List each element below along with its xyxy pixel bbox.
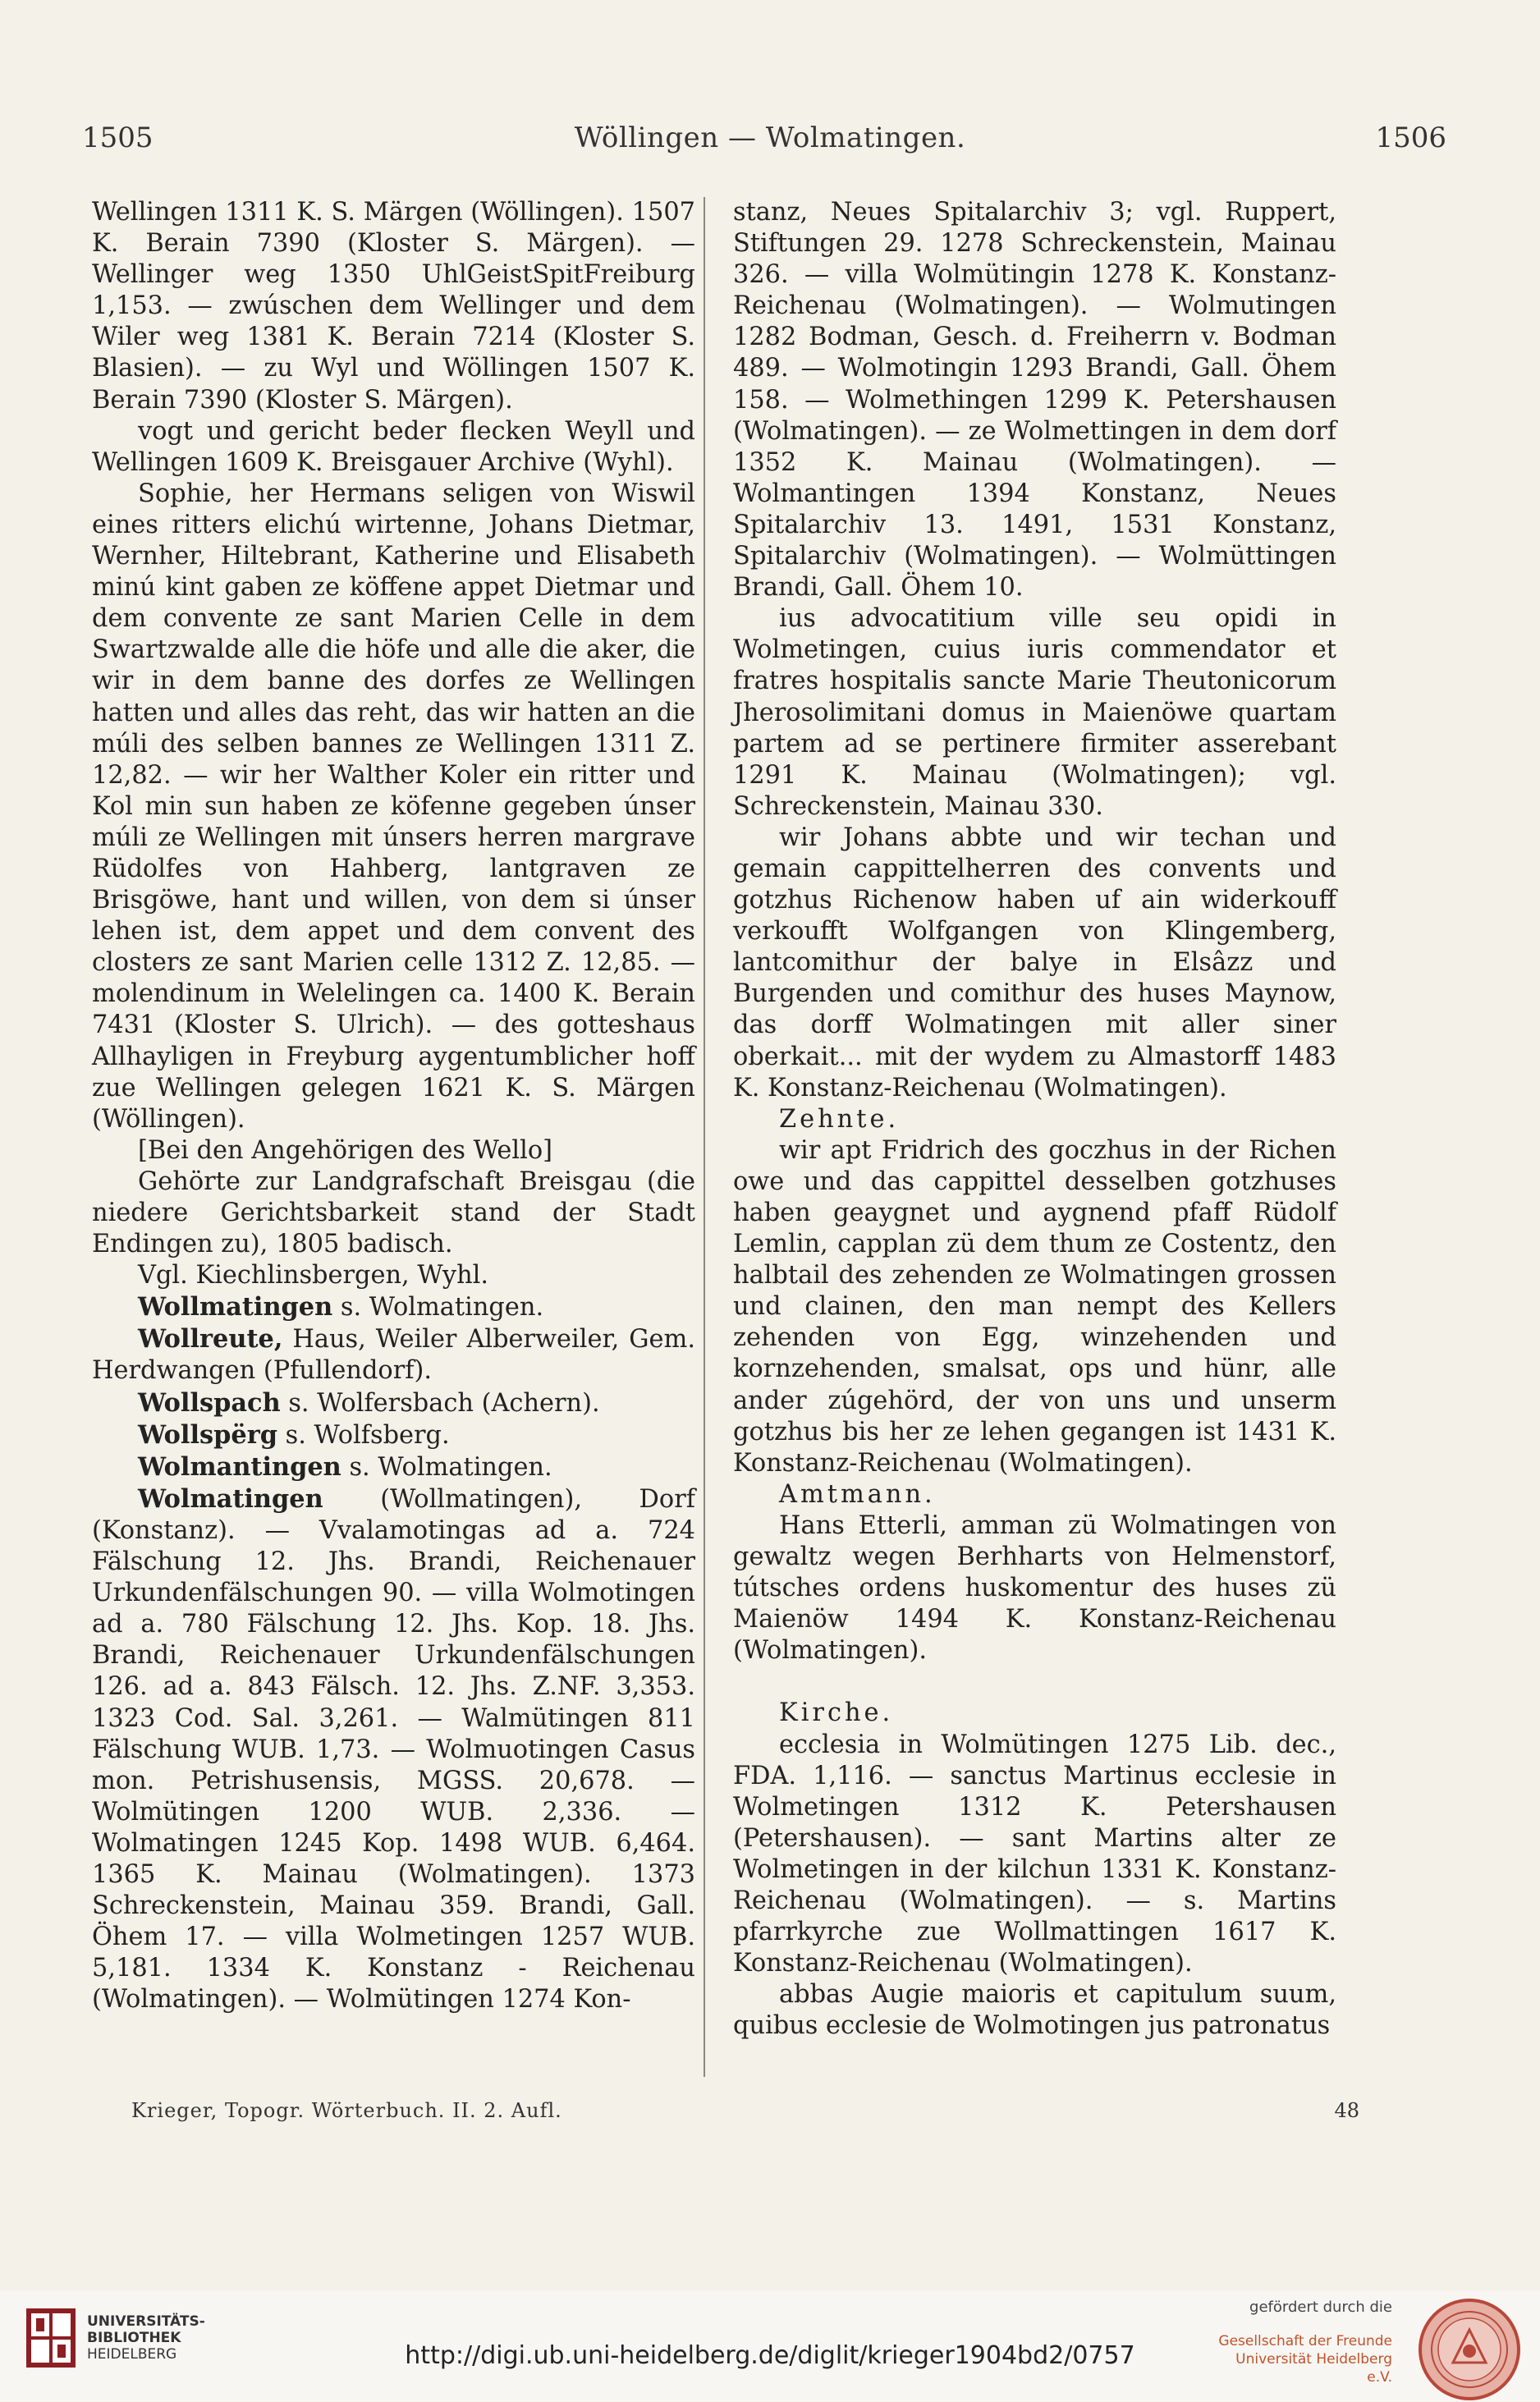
running-title: Wöllingen — Wolmatingen. <box>574 121 966 154</box>
paragraph: [Bei den Angehörigen des Wello] <box>138 1135 553 1165</box>
paragraph-gap <box>733 1666 1336 1698</box>
dictionary-entry <box>92 1291 695 1323</box>
paragraph: stanz, Neues Spitalarchiv 3; vgl. Ruppert, Stiftungen 29. 1278 Schreckenstein, Mainau 326. — villa Wolmütingin 1278 K. Konstanz-Reichenau (Wolmatingen). — Wolmutingen 1282 Bodman, Gesch. d. Freiherrn v. Bodman 489. — Wolmotingin 1293 Brandi, Gall. Öhem 158. — Wolmethingen 1299 K. Petershausen (Wolmatingen). — ze Wolmettingen in dem dorf 1352 K. Mainau (Wolmatingen). — Wolmantingen 1394 Konstanz, Neues Spitalarchiv 13. 1491, 1531 Konstanz, Spitalarchiv (Wolmatingen). — Wolmüttingen Brandi, Gall. Öhem 10. <box>733 198 1336 603</box>
sponsor-name-line1: Gesellschaft der Freunde <box>1218 2333 1392 2349</box>
entry-text: s. Wolfsberg. <box>277 1420 450 1450</box>
paragraph: Sophie, her Hermans seligen von Wiswil eines ritters elichú wirtenne, Johans Dietmar, Wernher, Hiltebrant, Katherine und Elisabeth minú kint gaben ze köffene appet Dietmar und dem convente ze sant Marien Celle in dem Swartzwalde alle die höfe und alle die aker, die wir in dem banne des dorfes ze Wellingen hatten und alles das reht, das wir hatten an die múli des selben bannes ze Wellingen 1311 Z. 12,82. — wir her Walther Koler ein ritter und Kol min sun haben ze köfenne gegeben únser múli ze Wellingen mit únsers herren margrave Rüdolfes von Hahberg, lantgraven ze Brisgöwe, hant und willen, von dem si únser lehen ist, dem appet und dem convent des closters ze sant Marien celle 1312 Z. 12,85. — molendinum in Welelingen ca. 1400 K. Berain 7431 (Kloster S. Ulrich). — des gotteshaus Allhayligen in Freyburg aygentumblicher hoff zue Wellingen gelegen 1621 K. S. Märgen (Wöllingen). <box>92 479 695 1134</box>
dictionary-entry <box>92 1387 695 1419</box>
section-heading: Amtmann. <box>779 1479 936 1509</box>
paragraph: abbas Augie maioris et capitulum suum, quibus ecclesie de Wolmotingen jus patronatus <box>733 1980 1336 2041</box>
dictionary-entry <box>92 1419 695 1451</box>
entry-text: Haus, Weiler Alberweiler, Gem. Herdwangen (Pfullendorf). <box>92 1325 695 1386</box>
running-header <box>82 121 1458 163</box>
entry-text: s. Wolmatingen. <box>332 1293 544 1322</box>
paragraph: Wellingen 1311 K. S. Märgen (Wöllingen). 1507 K. Berain 7390 (Kloster S. Märgen). — Wellinger weg 1350 UhlGeistSpitFreiburg 1,153. — zwúschen dem Wellinger und dem Wiler weg 1381 K. Berain 7214 (Kloster S. Blasien). — zu Wyl und Wöllingen 1507 K. Berain 7390 (Kloster S. Märgen). <box>92 198 695 415</box>
entry-lemma: Wollspach <box>138 1387 281 1418</box>
right-column <box>733 197 1336 2042</box>
entry-text: s. Wolmatingen. <box>341 1452 552 1482</box>
sponsor-label: gefördert durch die <box>1249 2299 1392 2316</box>
library-name-line1: UNIVERSITÄTS- <box>87 2313 205 2330</box>
entry-lemma: Wollspërg <box>138 1419 277 1450</box>
page-number-left: 1505 <box>82 121 154 154</box>
page-number-right: 1506 <box>1375 121 1446 154</box>
dictionary-entry <box>92 1483 695 2016</box>
section-heading: Kirche. <box>779 1698 894 1728</box>
entry-text: (Wollmatingen), Dorf (Konstanz). — Vvalamotingas ad a. 724 Fälschung 12. Jhs. Brandi, Reichenauer Urkundenfälschungen 90. — villa Wolmotingen ad a. 780 Fälschung 12. Jhs. Kop. 18. Jhs. Brandi, Reichenauer Urkundenfälschungen 126. ad a. 843 Fälsch. 12. Jhs. Z.NF. 3,353. 1323 Cod. Sal. 3,261. — Walmütingen 811 Fälschung WUB. 1,73. — Wolmuotingen Casus mon. Petrishusensis, MGSS. 20,678. — Wolmütingen 1200 WUB. 2,336. — Wolmatingen 1245 Kop. 1498 WUB. 6,464. 1365 K. Mainau (Wolmatingen). 1373 Schreckenstein, Mainau 359. Brandi, Gall. Öhem 17. — villa Wolmetingen 1257 WUB. 5,181. 1334 K. Konstanz - Reichenau (Wolmatingen). — Wolmütingen 1274 Kon- <box>92 1484 695 2015</box>
section-heading: Zehnte. <box>779 1104 900 1134</box>
paragraph: Hans Etterli, amman zü Wolmatingen von gewaltz wegen Berhharts von Helmenstorf, tútsches ordens huskomentur des huses zü Maienöw 1494 K. Konstanz-Reichenau (Wolmatingen). <box>733 1510 1336 1666</box>
university-seal-icon <box>1417 2297 1522 2402</box>
dictionary-entry <box>92 1323 695 1387</box>
dictionary-entry <box>92 1451 695 1483</box>
signature-number: 48 <box>1334 2099 1359 2122</box>
column-divider <box>704 197 705 2077</box>
entry-lemma: Wolmatingen <box>138 1483 323 1514</box>
footer-citation: Krieger, Topogr. Wörterbuch. II. 2. Aufl. <box>131 2099 562 2122</box>
entry-lemma: Wollmatingen <box>138 1292 333 1322</box>
entry-lemma: Wollreute, <box>138 1324 283 1355</box>
sponsor-block <box>1212 2299 1392 2386</box>
entry-lemma: Wolmantingen <box>138 1451 341 1482</box>
library-name-line2: BIBLIOTHEK <box>87 2330 181 2346</box>
paragraph: ecclesia in Wolmütingen 1275 Lib. dec., FDA. 1,116. — sanctus Martinus ecclesie in Wolmetingen 1312 K. Petershausen (Petershausen). — sant Martins alter ze Wolmetingen in der kilchun 1331 K. Konstanz-Reichenau (Wolmatingen). — s. Martins pfarrkyrche zue Wollmattingen 1617 K. Konstanz-Reichenau (Wolmatingen). <box>733 1730 1336 1978</box>
paragraph: ius advocatitium ville seu opidi in Wolmetingen, cuius iuris commendator et fratres hospitalis sancte Marie Theutonicorum Jherosolimitani domus in Maienöwe quartam partem ad se pertinere firmiter asserebant 1291 K. Mainau (Wolmatingen); vgl. Schreckenstein, Mainau 330. <box>733 604 1336 821</box>
paragraph: Gehörte zur Landgrafschaft Breisgau (die niedere Gerichtsbarkeit stand der Stadt Endingen zu), 1805 badisch. <box>92 1167 695 1259</box>
library-name-line3: HEIDELBERG <box>87 2346 177 2363</box>
paragraph: wir apt Fridrich des goczhus in der Richen owe und das cappittel desselben gotzhuses haben geaygnet und aygnend pfaff Rüdolf Lemlin, capplan zü dem thum ze Costentz, den halbtail des zehenden ze Wolmatingen grossen und clainen, den man nempt des Kellers zehenden von Egg, winzehenden und kornzehenden, smalsat, ops und hünr, alle ander zúgehörd, der von uns und unserm gotzhus bis her ze lehen gegangen ist 1431 K. Konstanz-Reichenau (Wolmatingen). <box>733 1135 1336 1478</box>
left-column <box>92 197 695 2015</box>
permalink-url[interactable]: http://digi.ub.uni-heidelberg.de/diglit/krieger1904bd2/0757 <box>405 2341 1135 2370</box>
sponsor-name-line2: Universität Heidelberg e.V. <box>1235 2351 1392 2386</box>
paragraph: Vgl. Kiechlinsbergen, Wyhl. <box>138 1261 489 1290</box>
entry-text: s. Wolfersbach (Achern). <box>280 1388 600 1418</box>
paragraph: vogt und gericht beder flecken Weyll und Wellingen 1609 K. Breisgauer Archive (Wyhl). <box>92 416 695 477</box>
paragraph: wir Johans abbte und wir techan und gemain cappittelherren des convents und gotzhus Richenow haben uf ain widerkouff verkoufft Wolfgangen von Klingemberg, lantcomithur der balye in Elsâzz und Burgenden und comithur des huses Maynow, das dorff Wolmatingen mit aller siner oberkait... mit der wydem zu Almastorff 1483 K. Konstanz-Reichenau (Wolmatingen). <box>733 823 1336 1102</box>
